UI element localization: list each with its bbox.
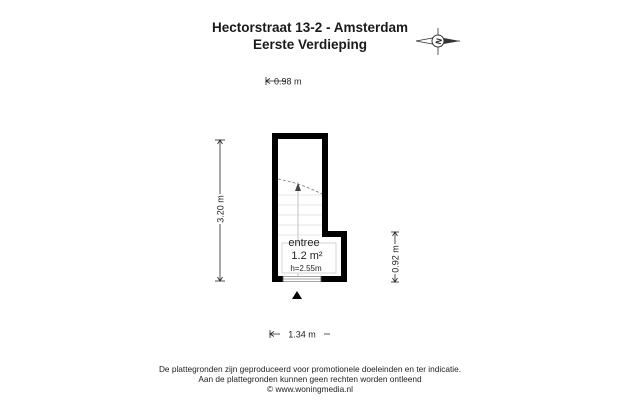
stair-direction-arrow-icon [295, 183, 301, 191]
plan-title: Hectorstraat 13-2 - Amsterdam [211, 20, 409, 35]
copyright-line: © www.woningmedia.nl [267, 384, 353, 394]
entry-door [283, 276, 321, 283]
floor-subtitle: Eerste Verdieping [252, 37, 368, 52]
dimension-bottom [270, 328, 330, 340]
dimension-top-label: 0.98 m [274, 76, 302, 87]
entrance-marker-icon [292, 291, 302, 299]
disclaimer-line-2: Aan de plattegronden kunnen geen rechten worden ontleend [198, 374, 422, 384]
room-area: 1.2 m² [291, 250, 323, 262]
compass-north-label: N [433, 37, 445, 46]
compass-icon [416, 28, 460, 55]
dimension-left-label: 3.20 m [215, 195, 226, 223]
disclaimer-line-1: De plattegronden zijn geproduceerd voor promotionele doeleinden en ter indicatie. [158, 364, 462, 374]
dimension-left [214, 140, 226, 281]
dimension-right [389, 232, 401, 282]
dimension-top [266, 77, 302, 87]
dimension-bottom-label: 1.34 m [288, 329, 316, 340]
room-name: entree [288, 237, 320, 249]
dimension-right-label: 0.92 m [390, 245, 401, 273]
room-height: h=2.55m [290, 264, 322, 273]
